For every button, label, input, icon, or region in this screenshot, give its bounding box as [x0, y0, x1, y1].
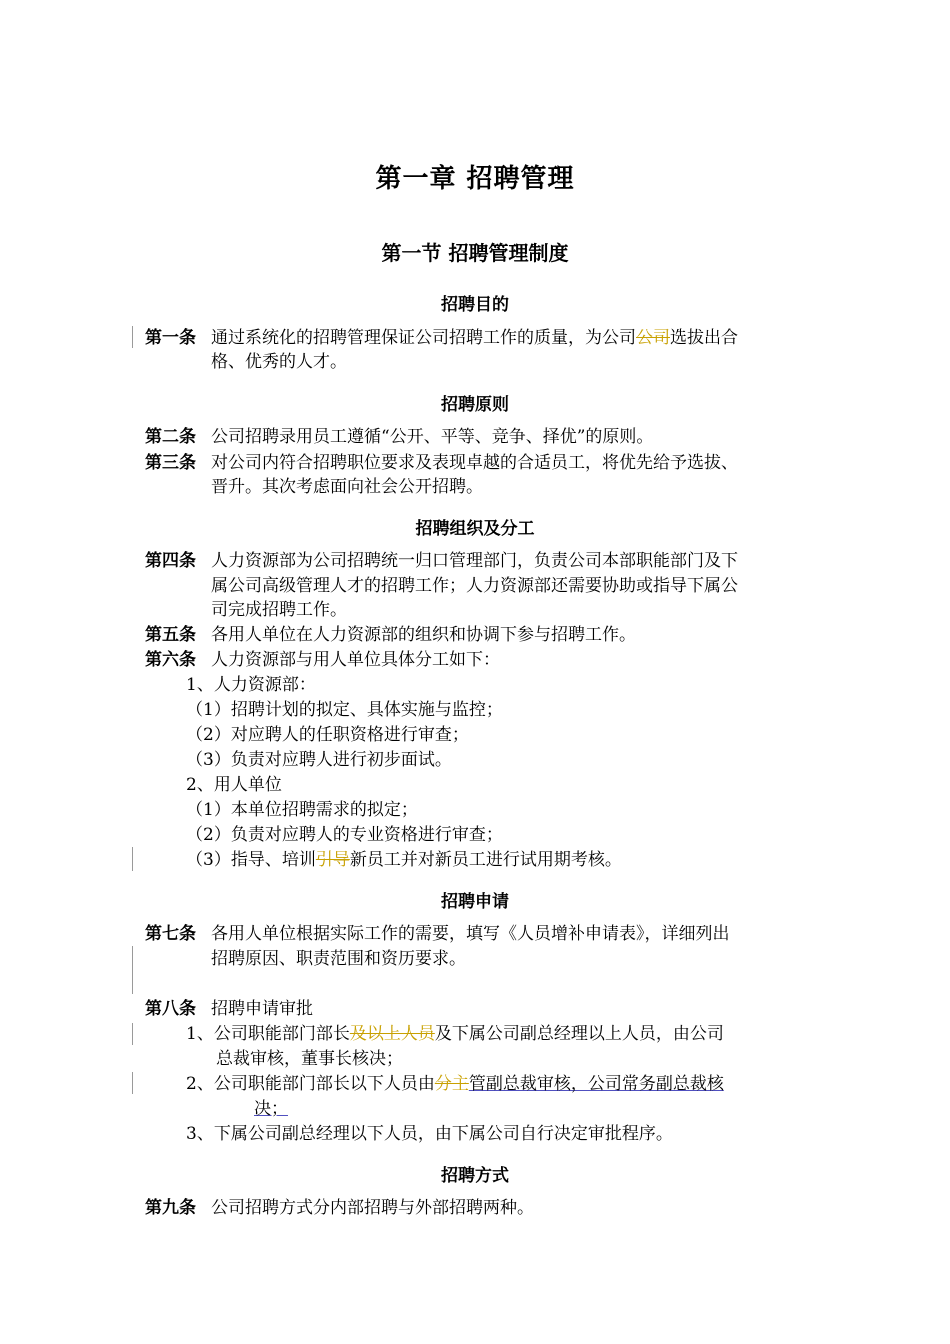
list-item: 2、公司职能部门部长以下人员由分主管副总裁审核，公司常务副总裁核	[186, 1074, 724, 1094]
heading-organization: 招聘组织及分工	[415, 519, 535, 539]
deleted-text: 公司	[636, 328, 670, 348]
article-4-line2: 属公司高级管理人才的招聘工作；人力资源部还需要协助或指导下属公	[211, 576, 738, 596]
change-bar	[132, 1072, 133, 1094]
deleted-text: 引导	[315, 850, 350, 870]
article-2: 第二条 公司招聘录用员工遵循“公开、平等、竞争、择优”的原则。	[145, 427, 654, 447]
article-label: 第九条	[145, 1198, 196, 1218]
article-label: 第五条	[145, 625, 196, 645]
article-5: 第五条 各用人单位在人力资源部的组织和协调下参与招聘工作。	[145, 625, 636, 645]
deleted-text: 及以上人员	[349, 1024, 435, 1044]
article-3: 第三条 对公司内符合招聘职位要求及表现卓越的合适员工，将优先给予选拔、	[145, 453, 738, 473]
change-bar	[132, 847, 133, 871]
article-4: 第四条 人力资源部为公司招聘统一归口管理部门，负责公司本部职能部门及下	[145, 551, 738, 571]
list-item: 1、公司职能部门部长及以上人员及下属公司副总经理以上人员，由公司	[186, 1024, 724, 1044]
article-7: 第七条 各用人单位根据实际工作的需要，填写《人员增补申请表》，详细列出	[145, 924, 730, 944]
article-9: 第九条 公司招聘方式分内部招聘与外部招聘两种。	[145, 1198, 534, 1218]
article-label: 第二条	[145, 427, 196, 447]
article-7-line2: 招聘原因、职责范围和资历要求。	[211, 949, 466, 969]
article-1-line2: 格、优秀的人才。	[211, 352, 347, 372]
article-8: 第八条 招聘申请审批	[145, 999, 313, 1019]
section-title: 第一节 招聘管理制度	[381, 241, 569, 265]
unit-title: 2、用人单位	[186, 775, 282, 795]
inserted-text: 管副总裁审核，公司常务副总裁核	[468, 1074, 724, 1094]
article-label: 第七条	[145, 924, 196, 944]
change-bar	[132, 326, 133, 348]
article-1: 第一条 通过系统化的招聘管理保证公司招聘工作的质量，为公司公司选拔出合	[145, 328, 738, 348]
list-item: （1）招聘计划的拟定、具体实施与监控；	[186, 700, 503, 720]
list-item-line2	[254, 1097, 288, 1121]
article-label: 第六条	[145, 650, 196, 670]
article-3-line2: 晋升。其次考虑面向社会公开招聘。	[211, 477, 483, 497]
list-item: （2）负责对应聘人的专业资格进行审查；	[186, 825, 503, 845]
heading-application: 招聘申请	[441, 892, 509, 912]
article-label: 第四条	[145, 551, 196, 571]
heading-principle: 招聘原则	[441, 395, 509, 415]
change-bar	[132, 946, 133, 994]
chapter-title: 第一章 招聘管理	[375, 164, 575, 194]
change-bar	[132, 1023, 133, 1045]
list-item: （3）指导、培训引导新员工并对新员工进行试用期考核。	[186, 850, 622, 870]
article-label: 第三条	[145, 453, 196, 473]
list-item: （3）负责对应聘人进行初步面试。	[186, 750, 452, 770]
list-item: 3、下属公司副总经理以下人员，由下属公司自行决定审批程序。	[186, 1124, 673, 1144]
inserted-text: 决；	[254, 1099, 288, 1119]
hr-title: 1、人力资源部：	[186, 675, 316, 695]
list-item: （1）本单位招聘需求的拟定；	[186, 800, 418, 820]
heading-purpose: 招聘目的	[441, 295, 509, 315]
article-6: 第六条 人力资源部与用人单位具体分工如下：	[145, 650, 500, 670]
article-4-line3: 司完成招聘工作。	[211, 600, 347, 620]
article-label: 第八条	[145, 999, 196, 1019]
heading-method: 招聘方式	[441, 1166, 509, 1186]
list-item: （2）对应聘人的任职资格进行审查；	[186, 725, 469, 745]
article-label: 第一条	[145, 328, 196, 348]
list-item-line2: 总裁审核，董事长核决；	[216, 1049, 403, 1069]
deleted-text: 分主	[434, 1074, 469, 1094]
